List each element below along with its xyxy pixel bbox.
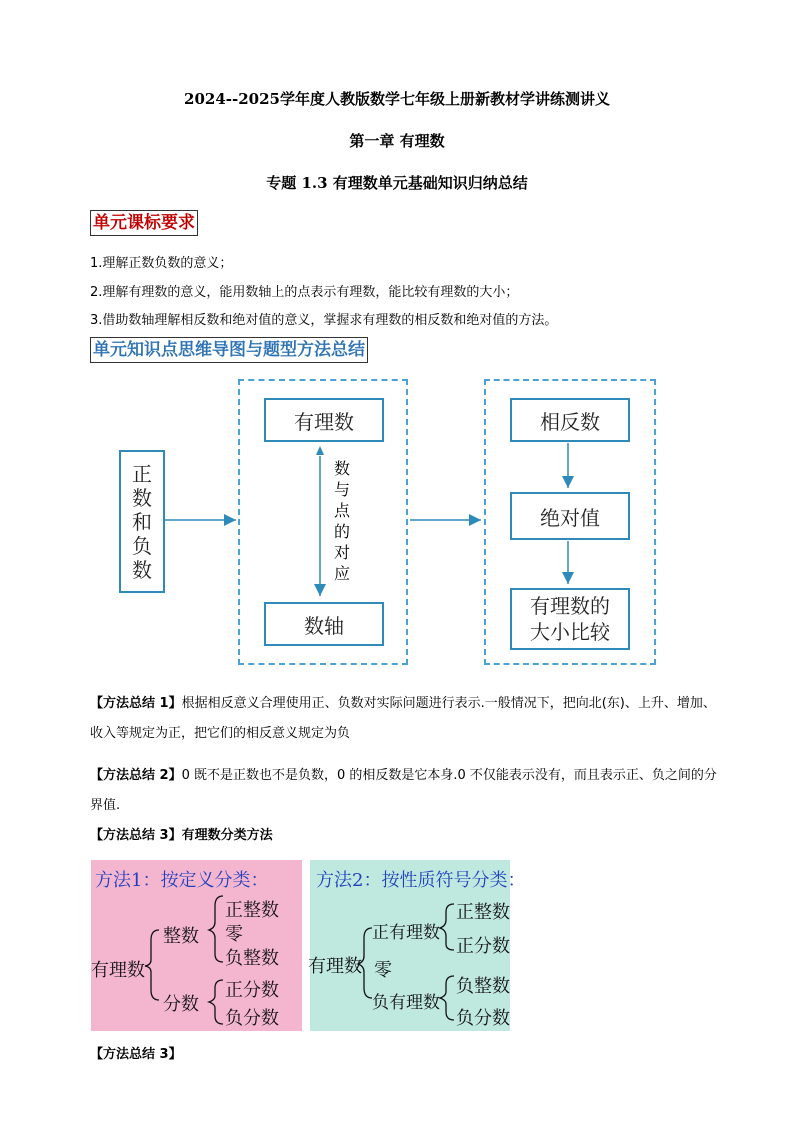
requirement-item-2: 2.理解有理数的意义，能用数轴上的点表示有理数，能比较有理数的大小； — [90, 285, 519, 300]
panel1-zero: 零 — [225, 924, 243, 945]
label-correspondence: 数与点的对应 — [334, 459, 351, 583]
panel2-pos-rational: 正有理数 — [372, 923, 440, 943]
classification-by-definition — [91, 860, 302, 1031]
method-summary-1: 【方法总结 1】根据相反意义合理使用正、负数对实际问题进行表示.一般情况下，把向北(东)、上升、增加、收入等规定为正，把它们的相反意义规定为负 — [90, 696, 716, 741]
panel1-fraction: 分数 — [163, 994, 199, 1015]
panel2-neg-int: 负整数 — [456, 976, 510, 997]
box-absolute-value: 绝对值 — [510, 492, 630, 540]
document-title: 2024--2025学年度人教版数学七年级上册新教材学讲练测讲义 — [184, 90, 610, 108]
requirement-item-3: 3.借助数轴理解相反数和绝对值的意义，掌握求有理数的相反数和绝对值的方法。 — [90, 313, 558, 328]
panel1-title: 方法1：按定义分类： — [95, 870, 269, 891]
panel2-neg-frac: 负分数 — [456, 1008, 510, 1029]
box-positive-negative: 正数和负数 — [119, 450, 165, 593]
chapter-title: 第一章 有理数 — [349, 132, 445, 150]
panel1-pos-int: 正整数 — [225, 900, 279, 921]
method-summary-2: 【方法总结 2】0 既不是正数也不是负数，0 的相反数是它本身.0 不仅能表示没有，而且表示正、负之间的分界值. — [90, 768, 717, 813]
panel2-pos-frac: 正分数 — [456, 936, 510, 957]
box-compare-size: 有理数的 大小比较 — [510, 588, 630, 650]
method-summary-3-continued: 【方法总结 3】 — [90, 1047, 182, 1062]
box-number-axis: 数轴 — [264, 602, 384, 646]
classification-by-sign — [308, 860, 526, 1031]
panel2-root: 有理数 — [308, 956, 362, 977]
panel2-title: 方法2：按性质符号分类： — [316, 870, 526, 891]
panel1-integer: 整数 — [163, 926, 199, 947]
panel2-neg-rational: 负有理数 — [372, 993, 440, 1013]
section-heading-mindmap: 单元知识点思维导图与题型方法总结 — [90, 337, 368, 363]
section-heading-requirements: 单元课标要求 — [90, 210, 198, 236]
panel1-pos-frac: 正分数 — [225, 980, 279, 1001]
panel2-pos-int: 正整数 — [456, 902, 510, 923]
requirement-item-1: 1.理解正数负数的意义； — [90, 256, 233, 271]
box-rational-number: 有理数 — [264, 398, 384, 442]
panel1-root: 有理数 — [91, 960, 145, 981]
method-summary-3: 【方法总结 3】有理数分类方法 — [90, 828, 273, 843]
box-opposite-number: 相反数 — [510, 398, 630, 442]
topic-title: 专题 1.3 有理数单元基础知识归纳总结 — [266, 174, 528, 192]
panel1-neg-frac: 负分数 — [225, 1008, 279, 1029]
panel2-zero: 零 — [374, 960, 392, 981]
panel1-neg-int: 负整数 — [225, 948, 279, 969]
